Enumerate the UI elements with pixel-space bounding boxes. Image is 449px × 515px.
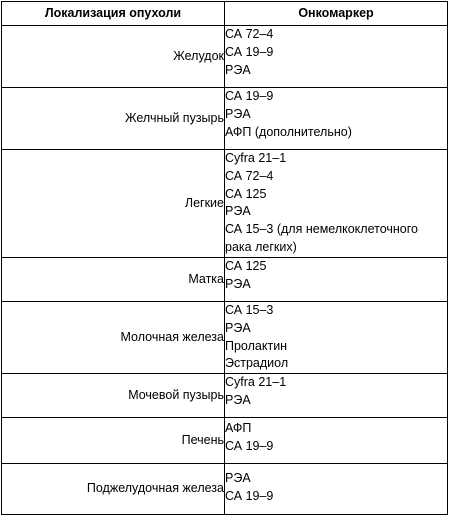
marker-item: Пролактин bbox=[225, 338, 288, 353]
tumor-location: Мочевой пузырь bbox=[2, 374, 225, 418]
marker-item: РЭА bbox=[225, 471, 251, 486]
marker-item: СА 125 bbox=[225, 186, 267, 201]
tumor-location: Легкие bbox=[2, 150, 225, 258]
marker-list bbox=[225, 150, 448, 258]
marker-item: РЭА bbox=[225, 62, 251, 77]
tumor-location: Желчный пузырь bbox=[2, 88, 225, 150]
marker-list bbox=[225, 88, 448, 150]
table-row bbox=[2, 464, 448, 515]
marker-item: Cyfra 21–1 bbox=[225, 151, 287, 165]
marker-item: РЭА bbox=[225, 204, 251, 219]
table-row bbox=[2, 258, 448, 302]
tumor-location: Желудок bbox=[2, 26, 225, 88]
marker-item: РЭА bbox=[225, 106, 251, 121]
tumor-location: Поджелудочная железа bbox=[2, 464, 225, 515]
marker-item: Эстрадиол bbox=[225, 356, 289, 371]
marker-item: СА 19–9 bbox=[225, 438, 274, 453]
marker-item: СА 15–3 bbox=[225, 303, 274, 317]
marker-item: СА 125 bbox=[225, 259, 267, 273]
marker-item: СА 72–4 bbox=[225, 27, 274, 41]
marker-list bbox=[225, 26, 448, 88]
header-marker: Онкомаркер bbox=[225, 2, 448, 26]
tumor-location: Печень bbox=[2, 418, 225, 464]
header-location: Локализация опухоли bbox=[2, 2, 225, 26]
marker-list bbox=[225, 418, 448, 464]
tumor-marker-table bbox=[1, 1, 448, 515]
marker-item: СА 19–9 bbox=[225, 44, 274, 59]
marker-list bbox=[225, 464, 448, 515]
table-row bbox=[2, 302, 448, 374]
marker-item: СА 19–9 bbox=[225, 488, 274, 503]
table-row bbox=[2, 418, 448, 464]
marker-item: АФП bbox=[225, 421, 252, 436]
marker-list bbox=[225, 258, 448, 302]
marker-item: АФП (дополнительно) bbox=[225, 124, 352, 139]
table-header-row bbox=[2, 2, 448, 26]
marker-item: СА 15–3 (для немелкоклеточного bbox=[225, 222, 418, 237]
marker-item: СА 72–4 bbox=[225, 168, 274, 183]
table-row bbox=[2, 150, 448, 258]
table-row bbox=[2, 88, 448, 150]
table-row bbox=[2, 374, 448, 418]
marker-item: рака легких) bbox=[225, 239, 297, 254]
table-row bbox=[2, 26, 448, 88]
marker-item: РЭА bbox=[225, 392, 251, 407]
tumor-location: Молочная железа bbox=[2, 302, 225, 374]
marker-item: СА 19–9 bbox=[225, 89, 274, 103]
marker-list bbox=[225, 374, 448, 418]
marker-item: Cyfra 21–1 bbox=[225, 375, 287, 390]
tumor-location: Матка bbox=[2, 258, 225, 302]
marker-item: РЭА bbox=[225, 320, 251, 335]
marker-list bbox=[225, 302, 448, 374]
marker-item: РЭА bbox=[225, 276, 251, 291]
